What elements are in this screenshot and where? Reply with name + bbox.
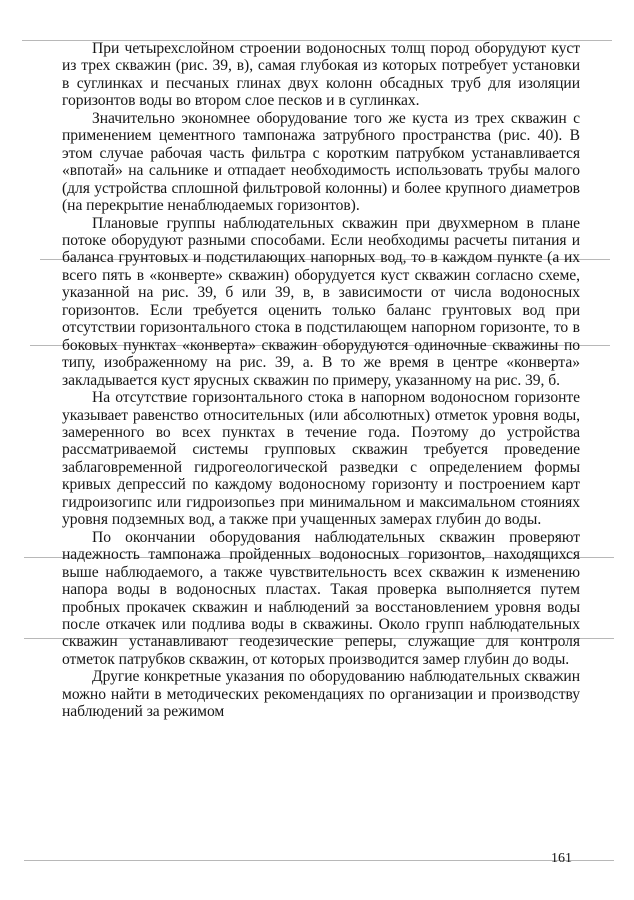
paragraph: Плановые группы наблюдательных скважин при двухмерном в плане потоке оборудуют разными способами. Если необходимы расчеты питания и баланса грунтовых и подстилающих напорных вод, то в каждом пункте (а их всего пять в «конверте» скважин) оборудуется куст скважин согласно схеме, указанной на рис. 39, б или 39, в, в зависимости от числа водоносных горизонтов. Если требуется оценить только баланс грунтовых вод при отсутствии горизонтального стока в подстилающем напорном горизонте, то в боковых пунктах «конверта» скважин оборудуются одиночные скважины по типу, изображенному на рис. 39, а. В то же время в центре «конверта» закладывается куст ярусных скважин по примеру, указанному на рис. 39, б. xyxy=(62,214,580,389)
paragraph: Значительно экономнее оборудование того же куста из трех скважин с применением цементного тампонажа затрубного пространства (рис. 40). В этом случае рабочая часть фильтра с коротким патрубком устанавливается «впотай» на сальнике и отпадает необходимость использовать трубы малого (для устройства сплошной фильтровой колонны) и более крупного диаметров (на перекрытие ненаблюдаемых горизонтов). xyxy=(62,109,580,215)
scan-line-6 xyxy=(24,860,614,861)
paragraph: По окончании оборудования наблюдательных скважин проверяют надежность тампонажа пройденных водоносных горизонтов, находящихся выше наблюдаемого, а также чувствительность всех скважин к изменению напора воды в водоносных пластах. Такая проверка выполняется путем пробных прокачек скважин и наблюдений за восстановлением уровня воды после откачек или подлива воды в скважины. Около групп наблюдательных скважин устанавливают геодезические реперы, служащие для контроля отметок патрубков скважин, от которых производится замер глубин до воды. xyxy=(62,528,580,668)
paragraph: Другие конкретные указания по оборудованию наблюдательных скважин можно найти в методических рекомендациях по организации и производству наблюдений за режимом xyxy=(62,668,580,721)
paragraph: При четырехслойном строении водоносных толщ пород оборудуют куст из трех скважин (рис. 39, в), самая глубокая из которых потребует установки в суглинках и песчаных глинах двух колонн обсадных труб для изоляции горизонтов воды во втором слое песков и в суглинках. xyxy=(62,40,580,110)
paragraph: На отсутствие горизонтального стока в напорном водоносном горизонте указывает равенство относительных (или абсолютных) отметок уровня воды, замеренного во всех пунктах в течение года. Поэтому до устройства рассматриваемой системы групповых скважин требуется проведение заблаговременной гидрогеологической разведки с определением формы кривых депрессий по каждому водоносному горизонту и построением карт гидроизогипс или гидроизопьез при минимальном и максимальном стояниях уровня подземных вод, а также при учащенных замерах глубин до воды. xyxy=(62,389,580,529)
page-body xyxy=(62,40,580,721)
page-number: 161 xyxy=(551,851,572,866)
